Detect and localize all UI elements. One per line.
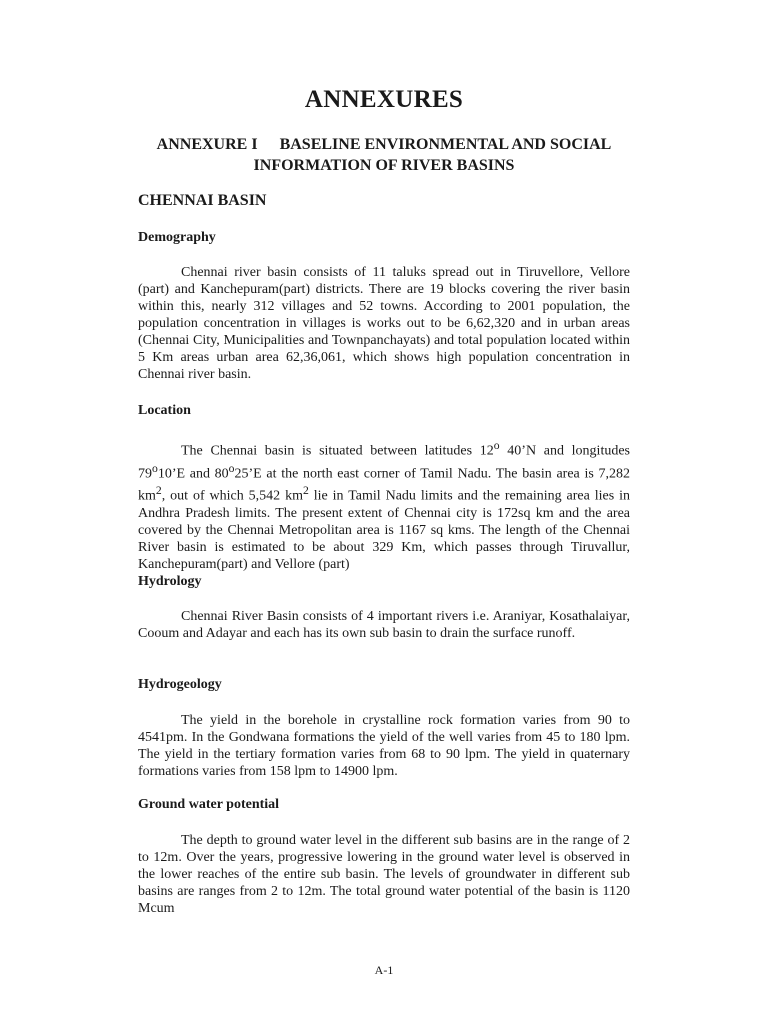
heading-demography: Demography — [138, 230, 216, 245]
location-text-part: 40’N and longitudes 79 — [138, 443, 630, 482]
square-superscript: 2 — [155, 484, 162, 498]
page-title: ANNEXURES — [304, 86, 464, 113]
location-text-part: , out of which 5,542 km — [161, 488, 303, 504]
location-text-part: 25’E at the north east corner of Tamil Nadu. The basin area is 7,282 km — [138, 466, 631, 504]
location-text-part: lie in Tamil Nadu limits and the remaining area lies in Andhra Pradesh limits. The present extent of Chennai city is 172sq km and the area covered by the Chennai Metropolitan area is 1167 sq kms. The length of the Chennai River basin is estimated to be about 329 Km, which passes through Tiruvallur, Kanchepuram(part) and Vellore (part) — [138, 488, 630, 572]
location-text-part: The Chennai basin is situated between latitudes 12 — [181, 443, 494, 459]
heading-hydrology: Hydrology — [138, 574, 202, 589]
page-number: A-1 — [374, 963, 394, 977]
annexure-heading — [0, 134, 768, 176]
degree-superscript: o — [228, 461, 235, 475]
paragraph-hydrogeology: The yield in the borehole in crystalline rock formation varies from 90 to 4541pm. In the Gondwana formations the yield of the well varies from 45 to 180 lpm. The yield in the tertiary formation varies from 68 to 90 lpm. The yield in quaternary formations varies from 158 lpm to 14900 lpm. — [138, 713, 630, 779]
location-text-part: 10’E and 80 — [157, 466, 229, 482]
annexure-number: ANNEXURE I — [156, 136, 258, 153]
paragraph-demography: Chennai river basin consists of 11 taluks spread out in Tiruvellore, Vellore (part) and Kanchepuram(part) districts. There are 19 blocks covering the river basin within this, nearly 312 villages and 52 towns. According to 2001 population, the population concentration in villages is works out to be 6,62,320 and in urban areas (Chennai City, Municipalities and Townpanchayats) and total population located within 5 Km areas urban area 62,36,061, which shows high population concentration in Chennai river basin. — [138, 265, 630, 382]
paragraph-location — [138, 437, 630, 573]
degree-superscript: o — [493, 439, 500, 452]
heading-hydrogeology: Hydrogeology — [138, 677, 222, 692]
section-title: CHENNAI BASIN — [138, 192, 267, 209]
heading-ground-water-potential: Ground water potential — [138, 797, 280, 812]
paragraph-hydrology: Chennai River Basin consists of 4 important rivers i.e. Araniyar, Kosathalaiyar, Cooum and Adayar and each has its own sub basin to drain the surface runoff. — [138, 609, 630, 641]
square-superscript: 2 — [303, 484, 309, 498]
degree-superscript: o — [152, 461, 158, 475]
paragraph-ground-water-potential: The depth to ground water level in the different sub basins are in the range of 2 to 12m. Over the years, progressive lowering in the ground water level is observed in the lower reaches of the entire sub basin. The levels of groundwater in different sub basins are ranges from 2 to 12m. The total ground water potential of the basin is 1120 Mcum — [138, 833, 630, 916]
annexure-title-line2: INFORMATION OF RIVER BASINS — [253, 157, 515, 174]
annexure-heading-line1 — [0, 134, 768, 155]
heading-location: Location — [138, 403, 191, 418]
annexure-title-line1: BASELINE ENVIRONMENTAL AND SOCIAL — [279, 136, 612, 153]
